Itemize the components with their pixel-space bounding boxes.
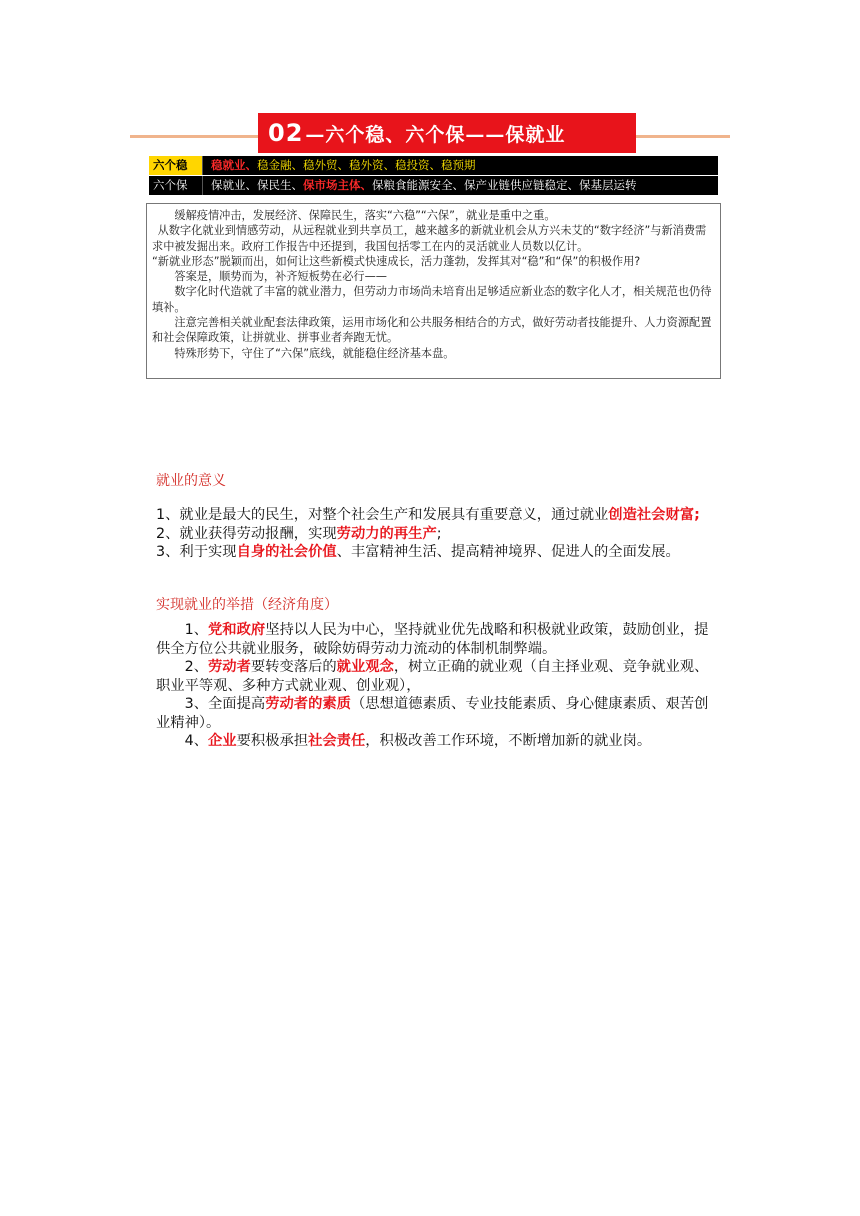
excerpt-paragraph: “新就业形态”脱颖而出，如何让这些新模式快速成长，活力蓬勃，发挥其对“稳”和“保”的积极作用? xyxy=(152,254,641,268)
measure-item-3: 3、全面提高劳动者的素质（思想道德素质、专业技能素质、身心健康素质、艰苦创业精神）。 xyxy=(156,696,709,731)
banner-number: 02 xyxy=(268,119,304,147)
six-stable-row xyxy=(149,156,718,175)
measure-item-1: 1、党和政府坚持以人民为中心，坚持就业优先战略和积极就业政策，鼓励创业，提供全方位公共就业服务，破除妨碍劳动力流动的体制机制弊端。 xyxy=(156,622,709,657)
meaning-item-1: 1、就业是最大的民生，对整个社会生产和发展具有重要意义，通过就业创造社会财富; xyxy=(156,507,700,523)
six-table xyxy=(149,156,718,196)
excerpt-paragraph: 从数字化就业到情感劳动，从远程就业到共享员工，越来越多的新就业机会从方兴未艾的“数字经济”与新消费需求中被发掘出来。政府工作报告中还提到，我国包括零工在内的灵活就业人员数以亿计。 xyxy=(152,224,707,253)
six-protect-row xyxy=(149,176,718,195)
measure-item-2: 2、劳动者要转变落后的就业观念，树立正确的就业观（自主择业观、竞争就业观、职业平等观、多种方式就业观、创业观）， xyxy=(156,659,709,694)
excerpt-paragraph: 特殊形势下，守住了“六保”底线，就能稳住经济基本盘。 xyxy=(174,346,455,360)
meaning-item-2: 2、就业获得劳动报酬，实现劳动力的再生产; xyxy=(156,525,442,542)
measures-heading: 实现就业的举措（经济角度） xyxy=(156,597,338,613)
section-banner xyxy=(258,113,636,153)
six-stable-items: 稳就业、稳金融、稳外贸、稳外资、稳投资、稳预期 xyxy=(211,158,476,172)
excerpt-paragraph: 答案是，顺势而为，补齐短板势在必行—— xyxy=(174,270,387,284)
six-protect-label: 六个保 xyxy=(149,176,203,195)
excerpt-paragraph: 缓解疫情冲击，发展经济、保障民生，落实“六稳”“六保”，就业是重中之重。 xyxy=(174,209,556,222)
meaning-item-3: 3、利于实现自身的社会价值、丰富精神生活、提高精神境界、促进人的全面发展。 xyxy=(156,544,680,560)
meaning-heading: 就业的意义 xyxy=(156,473,226,489)
measures-list xyxy=(156,621,712,751)
news-excerpt-box xyxy=(146,203,721,379)
banner-title: —六个稳、六个保——保就业 xyxy=(305,123,566,146)
meaning-list xyxy=(156,506,712,562)
measure-item-4: 4、企业要积极承担社会责任，积极改善工作环境，不断增加新的就业岗。 xyxy=(184,733,652,749)
six-protect-items: 保就业、保民生、保市场主体、保粮食能源安全、保产业链供应链稳定、保基层运转 xyxy=(211,178,637,192)
six-stable-label: 六个稳 xyxy=(149,156,203,175)
excerpt-paragraph: 数字化时代造就了丰富的就业潜力，但劳动力市场尚未培育出足够适应新业态的数字化人才，相关规范也仍待填补。 xyxy=(152,285,712,314)
excerpt-paragraph: 注意完善相关就业配套法律政策，运用市场化和公共服务相结合的方式，做好劳动者技能提升、人力资源配置和社会保障政策，让拼就业、拼事业者奔跑无忧。 xyxy=(152,316,712,345)
